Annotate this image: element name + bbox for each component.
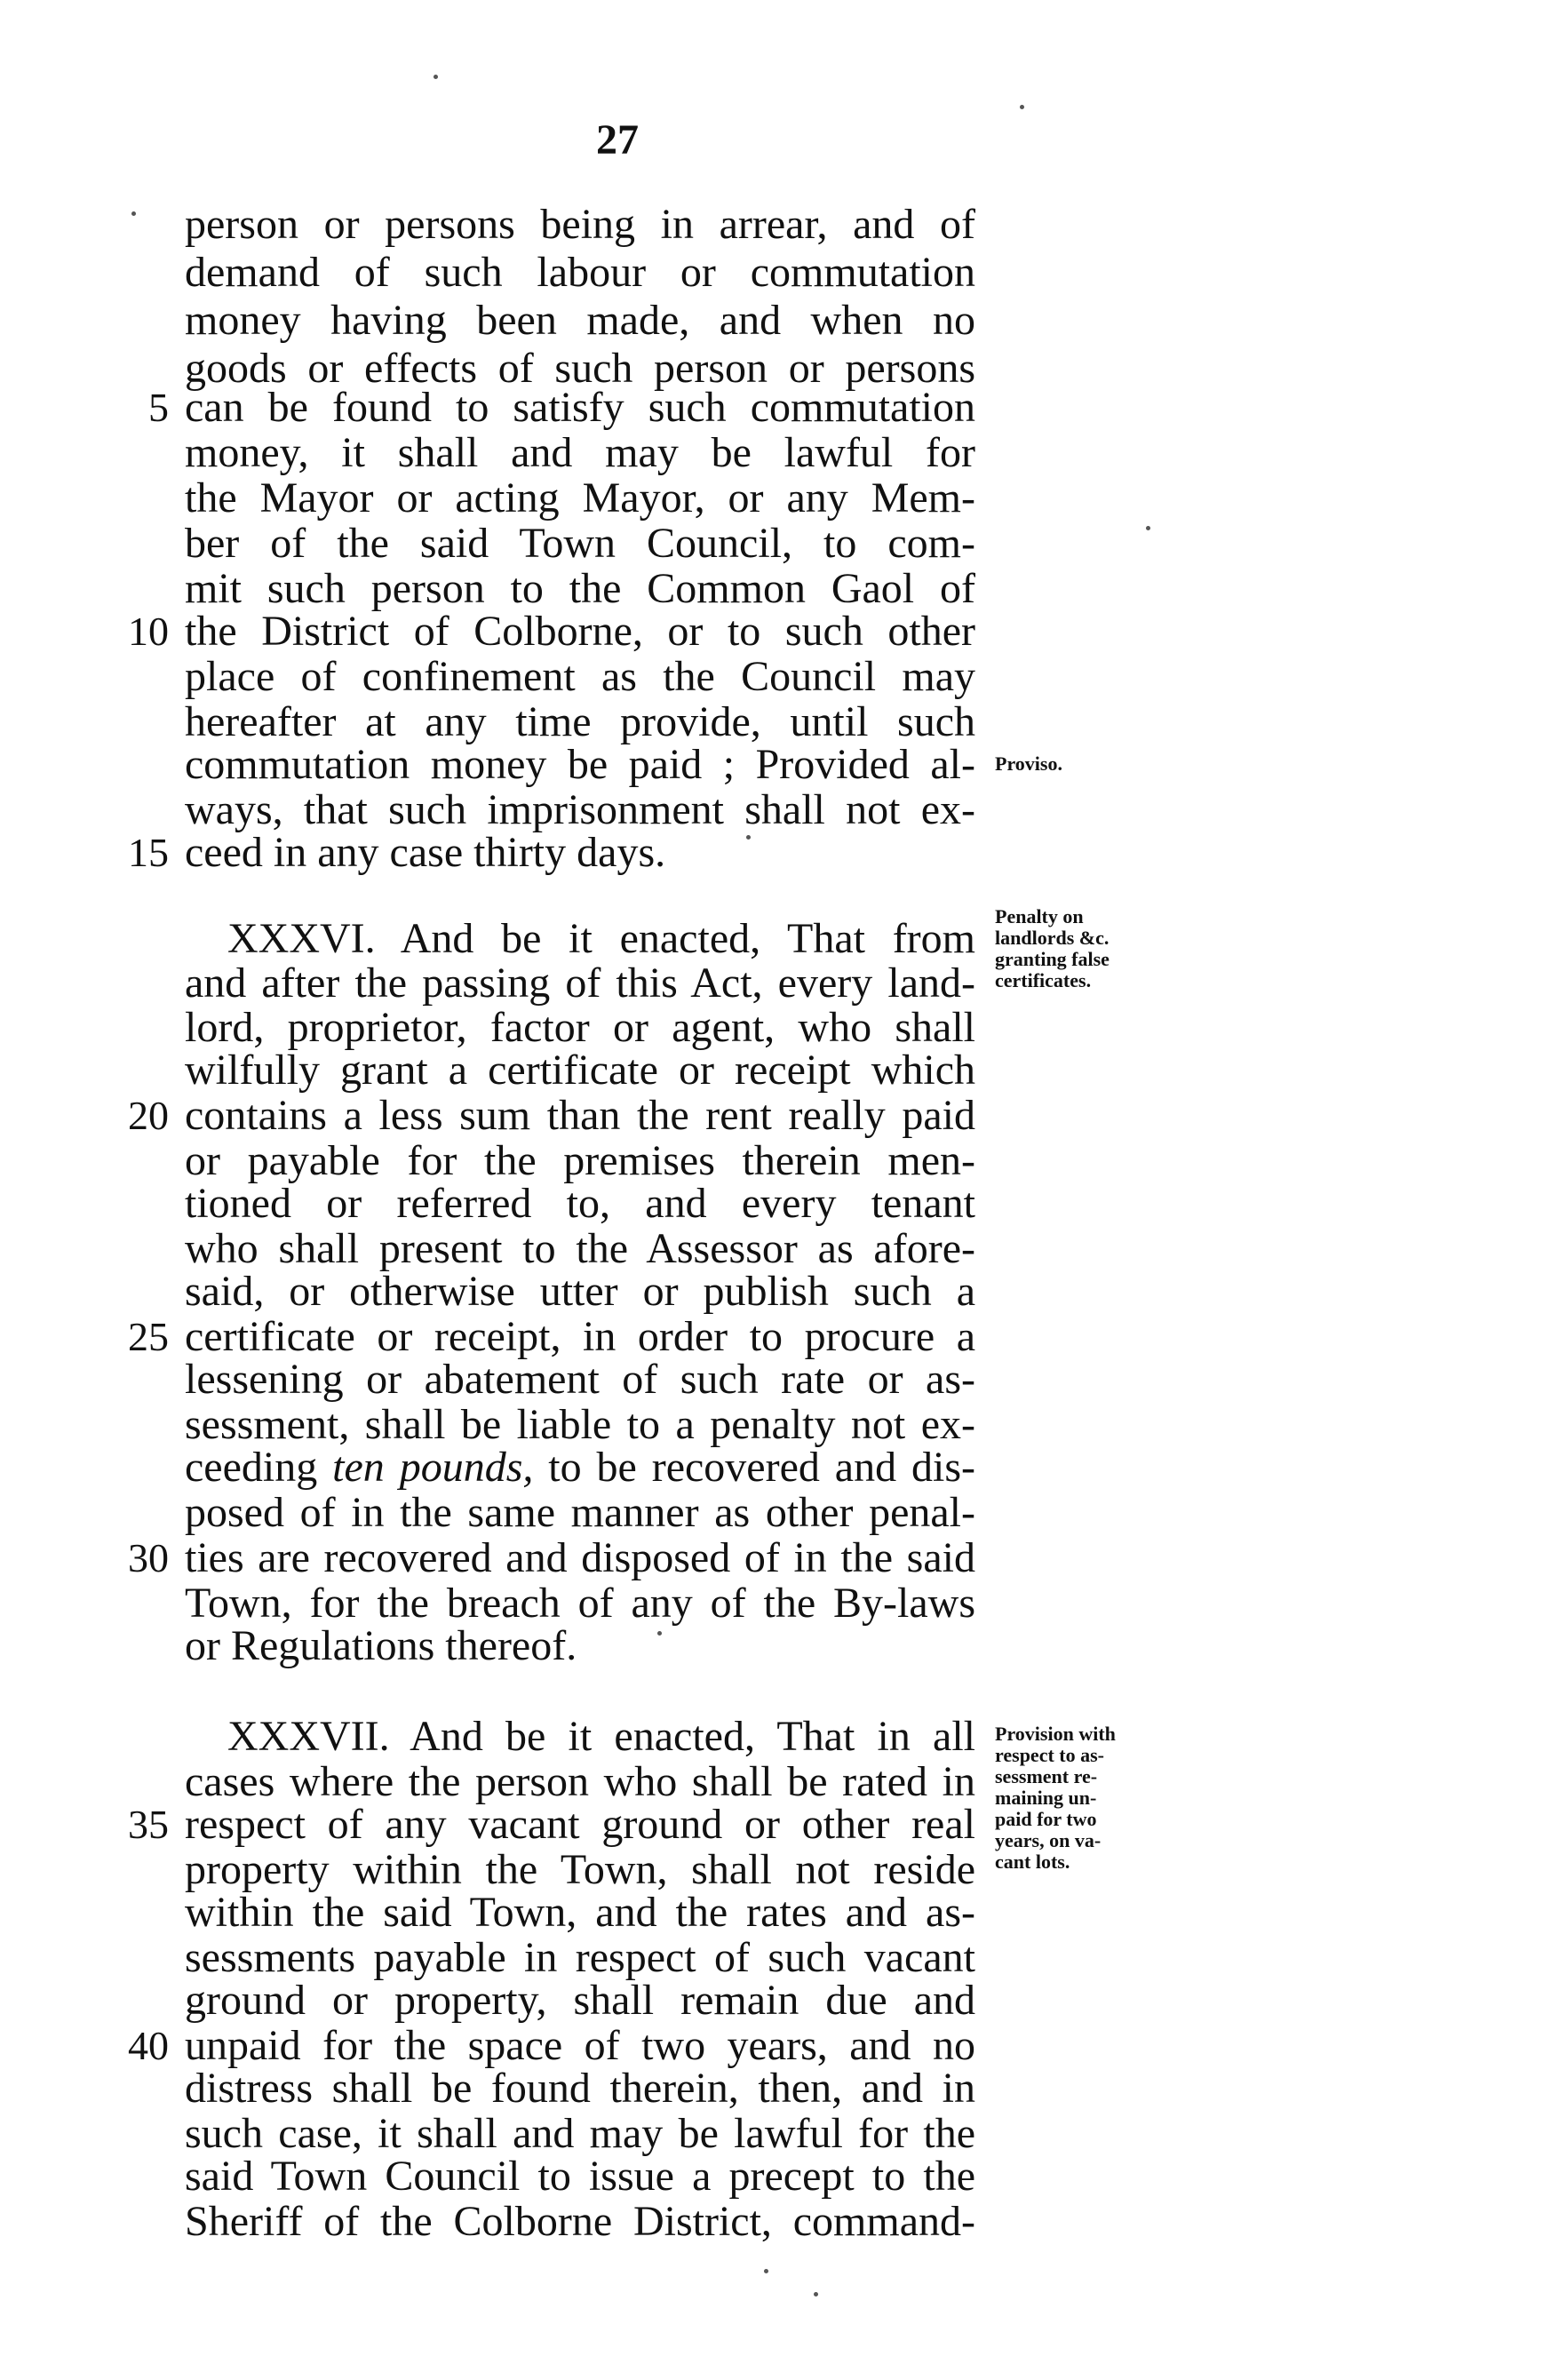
text-line: and after the passing of this Act, every land- — [185, 959, 975, 1007]
text-line: hereafter at any time provide, until such — [185, 698, 975, 745]
text-line: contains a less sum than the rent really paid — [185, 1092, 975, 1139]
text-line: said Town Council to issue a precept to the — [185, 2153, 975, 2200]
text-line: commutation money be paid ; Provided al- — [185, 741, 975, 788]
margin-note-line: Provision with — [995, 1723, 1116, 1745]
margin-note-line: Proviso. — [995, 752, 1062, 775]
text-line: money having been made, and when no — [185, 297, 975, 344]
text-line-mixed — [185, 1444, 975, 1492]
text-line: said, or otherwise utter or publish such a — [185, 1268, 975, 1315]
text-line: ground or property, shall remain due and — [185, 1977, 975, 2024]
line-number: 25 — [128, 1314, 169, 1359]
scan-speck — [131, 211, 136, 216]
text-line: or Regulations thereof. — [185, 1622, 577, 1669]
text-line: money, it shall and may be lawful for — [185, 429, 975, 476]
italic-amount: ten pounds, — [332, 1444, 534, 1491]
page-number: 27 — [596, 116, 639, 163]
text-line: respect of any vacant ground or other real — [185, 1801, 975, 1848]
margin-note-line: certificates. — [995, 969, 1092, 991]
margin-note-line: paid for two — [995, 1808, 1097, 1830]
text-line: cases where the person who shall be rated in — [185, 1758, 975, 1805]
text-line: goods or effects of such person or persons — [185, 345, 975, 392]
text-line: person or persons being in arrear, and of — [185, 201, 975, 248]
line-number: 30 — [128, 1535, 169, 1580]
text-line: property within the Town, shall not reside — [185, 1846, 975, 1893]
scan-speck — [814, 2292, 818, 2296]
margin-note-line: granting false — [995, 948, 1110, 970]
scan-speck — [764, 2269, 768, 2273]
margin-note-line: years, on va- — [995, 1829, 1102, 1851]
text-line: such case, it shall and may be lawful for the — [185, 2110, 975, 2157]
scan-speck — [1020, 105, 1024, 109]
text-line: can be found to satisfy such commutation — [185, 384, 975, 431]
margin-note-line: sessment re- — [995, 1765, 1098, 1787]
text-line: within the said Town, and the rates and as- — [185, 1889, 975, 1936]
text-line: the Mayor or acting Mayor, or any Mem- — [185, 474, 975, 521]
line-number: 15 — [128, 830, 169, 875]
margin-note-line: Penalty on — [995, 905, 1084, 927]
margin-note-penalty — [995, 906, 1199, 991]
line-number: 20 — [128, 1093, 169, 1138]
scan-speck — [1146, 526, 1150, 530]
text-line: the District of Colborne, or to such other — [185, 608, 975, 655]
text-line: place of confinement as the Council may — [185, 653, 975, 700]
text-line: Town, for the breach of any of the By-laws — [185, 1580, 975, 1627]
text-line: distress shall be found therein, then, and in — [185, 2065, 975, 2112]
text-line: or payable for the premises therein men- — [185, 1137, 975, 1184]
text-line: lessening or abatement of such rate or as- — [185, 1356, 975, 1403]
text-line: certificate or receipt, in order to procure a — [185, 1313, 975, 1360]
text-line: who shall present to the Assessor as afore- — [185, 1225, 975, 1272]
line-number: 35 — [128, 1802, 169, 1847]
margin-note-line: cant lots. — [995, 1851, 1070, 1873]
text-segment: ceeding — [185, 1444, 318, 1491]
text-line: XXXVII. And be it enacted, That in all — [227, 1713, 975, 1760]
scan-speck — [746, 835, 751, 840]
margin-note-proviso — [995, 753, 1199, 775]
margin-note-provision — [995, 1723, 1199, 1873]
text-line: XXXVI. And be it enacted, That from — [227, 915, 975, 962]
margin-note-line: landlords &c. — [995, 927, 1110, 949]
text-line: unpaid for the space of two years, and no — [185, 2022, 975, 2069]
text-line: ties are recovered and disposed of in the said — [185, 1534, 975, 1581]
scan-speck — [657, 1631, 662, 1636]
text-line: posed of in the same manner as other penal- — [185, 1489, 975, 1536]
text-line: Sheriff of the Colborne District, command- — [185, 2198, 975, 2245]
text-line: ways, that such imprisonment shall not ex- — [185, 786, 975, 833]
line-number: 40 — [128, 2023, 169, 2068]
line-number: 10 — [128, 609, 169, 654]
text-line: ber of the said Town Council, to com- — [185, 520, 975, 567]
text-line: tioned or referred to, and every tenant — [185, 1180, 975, 1227]
line-number: 5 — [148, 385, 169, 430]
text-line: sessment, shall be liable to a penalty not ex- — [185, 1401, 975, 1448]
margin-note-line: respect to as- — [995, 1744, 1104, 1766]
margin-note-line: maining un- — [995, 1787, 1097, 1809]
scan-speck — [434, 75, 438, 79]
text-line: ceed in any case thirty days. — [185, 829, 666, 876]
text-line: mit such person to the Common Gaol of — [185, 565, 975, 612]
text-line: lord, proprietor, factor or agent, who shall — [185, 1004, 975, 1051]
text-line: wilfully grant a certificate or receipt which — [185, 1047, 975, 1094]
text-line: sessments payable in respect of such vacant — [185, 1934, 975, 1981]
text-line: demand of such labour or commutation — [185, 249, 975, 296]
text-segment: to be recovered and dis- — [548, 1444, 976, 1491]
